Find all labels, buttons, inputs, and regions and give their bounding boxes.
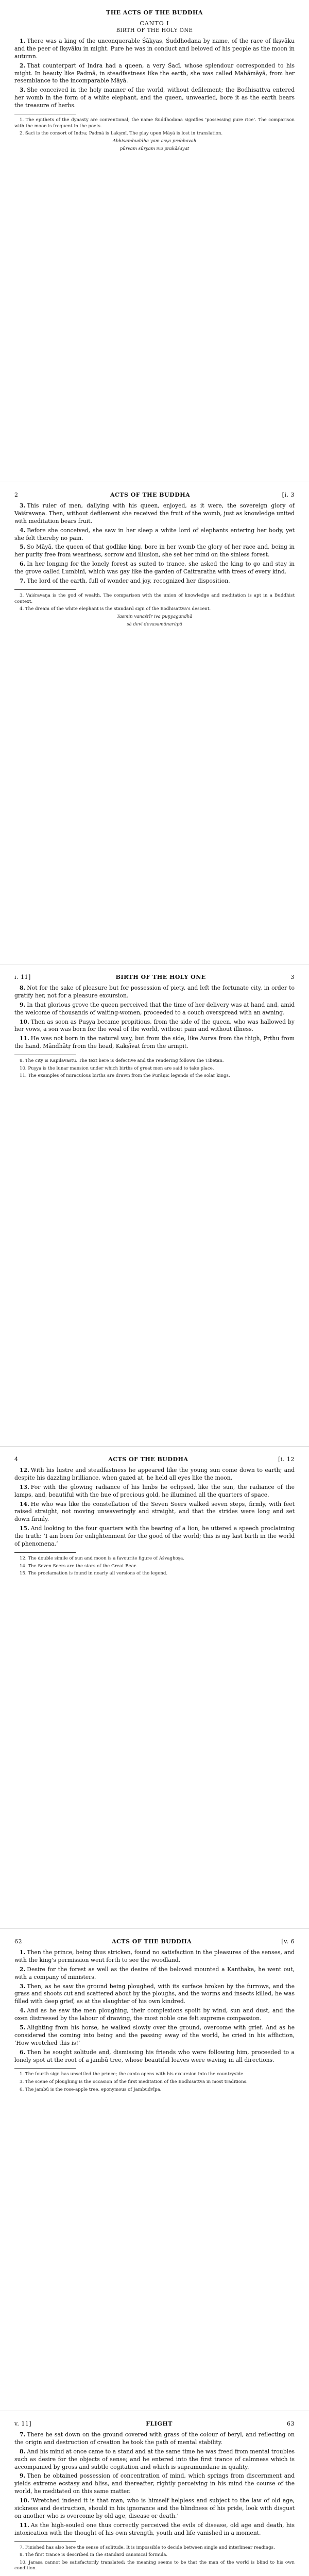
header-center: THE ACTS OF THE BUDDHA: [106, 9, 203, 16]
verse-text: ‘Wretched indeed it is that man, who is himself helpless and subject to the law of old age, sickness and destruction, should in his ignorance and the blindness of his pride, look with disgust on another who is overcome by old age, disease or death.’: [14, 2497, 295, 2519]
footnote: 10. Jarasa cannot be satisfactorily translated; the meaning seems to be that the man of the world is blind to his own condition.: [14, 2560, 295, 2571]
footnote: 1. The epithets of the dynasty are conventional; the name Śuddhodana signifies ‘possessing pure rice’. The comparison with the moon is frequent in the poets.: [14, 117, 295, 129]
footnote: 3. Vaiśravaṇa is the god of wealth. The comparison with the union of knowledge and meditation is apt in a Buddhist context.: [14, 592, 295, 604]
verse-paragraph: [14, 527, 295, 543]
verse-paragraph: [14, 985, 295, 1000]
footnote: 8. The city is Kapilavastu. The text here is defective and the rendering follows the Tibetan.: [20, 1058, 224, 1064]
header-center: ACTS OF THE BUDDHA: [108, 1456, 188, 1463]
running-header: [14, 1456, 295, 1463]
verse-number: 5.: [20, 2024, 26, 2031]
running-header: [14, 974, 295, 980]
verse-text: And as he saw the men ploughing, their complexions spoilt by wind, sun and dust, and the oxen distressed by the labour of drawing, the most noble one felt supreme compassion.: [14, 2007, 295, 2022]
verse-number: 8.: [20, 2448, 26, 2455]
verse-number: 2.: [20, 62, 26, 69]
verse-paragraph: [14, 578, 295, 585]
book-page: [0, 2411, 309, 2576]
header-right: [i. 3: [282, 492, 295, 498]
verse-number: 6.: [20, 2048, 26, 2056]
verse-number: 4.: [20, 527, 26, 534]
verse-number: 7.: [20, 2431, 26, 2438]
verse-number: 7.: [20, 578, 26, 585]
verse-paragraph: [14, 62, 295, 86]
verse-text: That counterpart of Indra had a queen, a very Śacī, whose splendour corresponded to his might. In beauty like Padmā, in steadfastness like the earth, she was called Mahāmāyā, from her resemblance to the incomparable Māyā.: [14, 62, 295, 84]
verse-text: Then, as he saw the ground being ploughed, with its surface broken by the furrows, and the grass and shoots cut and scattered about by the ploughs, and the worms and insects killed, he was filled with deep grief, as at the slaughter of his own kindred.: [14, 1982, 295, 2005]
book-page: [0, 964, 309, 1447]
verse-text: Then he obtained possession of concentration of mind, which springs from discernment and yields extreme ecstasy and bliss, and thereafter, rightly perceiving in his mind the course of the world, he meditated on this same matter.: [14, 2472, 295, 2495]
book-page: [0, 1447, 309, 1929]
running-header: [14, 492, 295, 498]
verse-text: This ruler of men, dallying with his queen, enjoyed, as it were, the sovereign glory of Vaiśravaṇa. Then, without defilement she received the fruit of the womb, just as knowledge united with meditation bears fruit.: [14, 502, 295, 524]
verse-paragraph: [14, 1035, 295, 1050]
header-left: 4: [14, 1456, 19, 1463]
verse-text: For with the glowing radiance of his limbs he eclipsed, like the sun, the radiance of the lamps, and, beautiful with the hue of precious gold, he illumined all the quarters of space.: [14, 1483, 295, 1498]
verse-number: 1.: [20, 38, 26, 44]
footnote: 7. Finished has also here the sense of solitude. It is impossible to decide between single and interlinear readings.: [20, 2545, 275, 2550]
footnote: 10. Puṣya is the lunar mansion under which births of great men are said to take place.: [20, 1065, 214, 1071]
verse-text: The lord of the earth, full of wonder and joy, recognized her disposition.: [27, 578, 230, 585]
footnote-rule: [14, 2068, 76, 2069]
verse-text: Desire for the forest as well as the desire of the beloved mounted a Kanthaka, he went out, with a company of ministers.: [14, 1965, 295, 1980]
footnote: 1. The fourth sign has unsettled the prince; the canto opens with his excursion into the countryside.: [20, 2072, 245, 2077]
verse-text: Then he sought solitude and, dismissing his friends who were following him, proceeded to a lonely spot at the root of a jambū tree, whose beautiful leaves were waving in all directions.: [14, 2048, 295, 2063]
verse-paragraph: [14, 502, 295, 526]
verse-paragraph: [14, 1983, 295, 2006]
verse-text: Before she conceived, she saw in her sleep a white lord of elephants entering her body, yet she felt thereby no pain.: [14, 527, 295, 541]
verse-number: 9.: [20, 2472, 26, 2480]
verse-paragraph: [14, 2431, 295, 2447]
verse-number: 5.: [20, 544, 26, 551]
sanskrit-verse: sā devī devasamānarūpā: [127, 622, 182, 628]
header-center: ACTS OF THE BUDDHA: [110, 492, 191, 498]
verse-number: 3.: [20, 87, 26, 94]
verse-number: 2.: [20, 1965, 26, 1973]
verse-paragraph: [14, 2472, 295, 2496]
verse-paragraph: [14, 2522, 295, 2537]
verse-paragraph: [14, 1002, 295, 1017]
verse-number: 10.: [20, 2497, 29, 2504]
footnote: 15. The proclamation is found in nearly all versions of the legend.: [20, 1571, 168, 1577]
verse-paragraph: [14, 2497, 295, 2520]
header-left: 62: [14, 1938, 22, 1945]
canto-heading: CANTO I: [140, 20, 169, 27]
footnote-rule: [14, 2541, 76, 2542]
verse-paragraph: [14, 1949, 295, 1964]
verse-text: With his lustre and steadfastness he appeared like the young sun come down to earth; and despite his dazzling brilliance, when gazed at, he held all eyes like the moon.: [14, 1467, 295, 1481]
verse-number: 12.: [20, 1467, 29, 1473]
header-right: 3: [290, 974, 295, 980]
verse-number: 15.: [20, 1525, 29, 1532]
running-header: [14, 1938, 295, 1945]
verse-paragraph: [14, 2007, 295, 2023]
verse-text: There he sat down on the ground covered with grass of the colour of beryl, and reflecting on the origin and destruction of creation he took the path of mental stability.: [14, 2431, 295, 2446]
verse-text: Then as soon as Puṣya became propitious, from the side of the queen, who was hallowed by her vows, a son was born for the weal of the world, without pain and without illness.: [14, 1018, 295, 1033]
verse-text: And looking to the four quarters with the bearing of a lion, he uttered a speech proclaiming the truth: ‘I am born for enlightenment for the good of the world; this is my last birth in the world of phenomena.’: [14, 1525, 295, 1548]
verse-paragraph: [14, 38, 295, 61]
verse-text: There was a king of the unconquerable Śākyas, Śuddhodana by name, of the race of Ikṣvāku and the peer of Ikṣvāku in might. Pure he was in conduct and beloved of his people as the moon in autumn.: [14, 38, 295, 60]
verse-number: 1.: [20, 1949, 26, 1956]
header-center: ACTS OF THE BUDDHA: [112, 1938, 192, 1945]
verse-paragraph: [14, 1525, 295, 1548]
book-page: [0, 482, 309, 964]
verse-paragraph: [14, 2024, 295, 2047]
verse-text: Alighting from his horse, he walked slowly over the ground, overcome with grief. And as he considered the coming into being and the passing away of the world, he cried in his affliction, ‘How wretched this is!’: [14, 2024, 295, 2046]
footnote: 11. The examples of miraculous births are drawn from the Purāṇic legends of the solar kings.: [20, 1073, 230, 1079]
header-right: [i. 12: [278, 1456, 295, 1463]
book-page: [0, 0, 309, 482]
verse-paragraph: [14, 1966, 295, 1981]
verse-number: 9.: [20, 1001, 26, 1008]
footnote: 6. The jambū is the rose-apple tree, eponymous of Jambudvīpa.: [20, 2087, 162, 2092]
header-center: FLIGHT: [146, 2420, 173, 2427]
footnote: 3. The scene of ploughing is the occasion of the first meditation of the Bodhisattva in most traditions.: [20, 2079, 248, 2085]
verse-paragraph: [14, 1501, 295, 1524]
sanskrit-verse: Abhisambuddha yam asya prabhavah: [112, 138, 197, 144]
sanskrit-verse: Tasmin vanaśrīr iva puṇyagandhā: [116, 614, 193, 619]
verse-paragraph: [14, 544, 295, 559]
verse-number: 13.: [20, 1483, 29, 1490]
verse-text: So Māyā, the queen of that godlike king, bore in her womb the glory of her race and, being in her purity free from weariness, sorrow and illusion, she set her mind on the sinless forest.: [14, 544, 295, 558]
footnote: 2. Śacī is the consort of Indra; Padmā is Lakṣmī. The play upon Māyā is lost in translation.: [20, 131, 223, 137]
header-right: [v. 6: [281, 1938, 295, 1945]
verse-number: 11.: [20, 2521, 29, 2529]
header-left: v. 11]: [14, 2420, 32, 2427]
header-left: i. 11]: [14, 974, 31, 980]
verse-text: He who was like the constellation of the Seven Seers walked seven steps, firmly, with feet raised straight, not moving unwaveringly and straight, and that the strides were long and set down firmly.: [14, 1500, 295, 1523]
footnote: 12. The double simile of sun and moon is a favourite figure of Aśvaghoṣa.: [20, 1555, 184, 1561]
verse-number: 14.: [20, 1500, 29, 1507]
footnote-rule: [14, 1552, 76, 1553]
chapter-title: BIRTH OF THE HOLY ONE: [116, 28, 193, 33]
footnote: 14. The Seven Seers are the stars of the Great Bear.: [20, 1563, 137, 1569]
running-header: [14, 9, 295, 16]
verse-text: Then the prince, being thus stricken, found no satisfaction in the pleasures of the senses, and with the king's permission went forth to see the woodland.: [14, 1949, 295, 1963]
verse-paragraph: [14, 1484, 295, 1499]
verse-paragraph: [14, 87, 295, 110]
book-page: [0, 1929, 309, 2411]
verse-number: 10.: [20, 1018, 29, 1025]
verse-text: As the high-souled one thus correctly perceived the evils of disease, old age and death, his intoxication with the thought of his own strength, youth and life vanished in a moment.: [14, 2521, 295, 2536]
verse-number: 4.: [20, 2007, 26, 2014]
verse-number: 3.: [20, 1982, 26, 1990]
header-left: 2: [14, 492, 19, 498]
footnote: 4. The dream of the white elephant is the standard sign of the Bodhisattva's descent.: [20, 606, 211, 612]
footnote: 8. The first trance is described in the standard canonical formula.: [20, 2552, 168, 2558]
verse-paragraph: [14, 561, 295, 576]
verse-number: 11.: [20, 1035, 29, 1042]
verse-text: In her longing for the lonely forest as suited to trance, she asked the king to go and stay in the grove called Lumbinī, which was gay like the garden of Caitraratha with trees of every kind.: [14, 561, 295, 575]
verse-text: She conceived in the holy manner of the world, without defilement; the Bodhisattva entered her womb in the form of a white elephant, and the queen, unwearied, bore it as the earth bears the treasure of herbs.: [14, 87, 295, 109]
verse-paragraph: [14, 1019, 295, 1034]
verse-number: 3.: [20, 502, 26, 509]
verse-text: He was not born in the natural way, but from the side, like Aurva from the thigh, Pṛthu from the hand, Māndhātṛ from the head, Kakṣīvat from the armpit.: [14, 1035, 295, 1050]
verse-paragraph: [14, 2049, 295, 2064]
verse-paragraph: [14, 2448, 295, 2471]
verse-paragraph: [14, 1467, 295, 1482]
verse-number: 8.: [20, 985, 26, 991]
verse-text: And his mind at once came to a stand and at the same time he was freed from mental troubles such as desire for the objects of sense; and he entered into the first trance of calmness which is accompanied by gross and subtle cogitation and which is supramundane in quality.: [14, 2448, 295, 2470]
header-right: 63: [287, 2420, 295, 2427]
verse-text: Not for the sake of pleasure but for possession of piety, and left the fortunate city, in order to gratify her, not for a pleasure excursion.: [14, 985, 295, 999]
verse-number: 6.: [20, 561, 26, 568]
verse-text: In that glorious grove the queen perceived that the time of her delivery was at hand and, amid the welcome of thousands of waiting-women, proceeded to a couch overspread with an awning.: [14, 1001, 295, 1016]
footnote-rule: [14, 589, 76, 590]
header-center: BIRTH OF THE HOLY ONE: [115, 974, 206, 980]
sanskrit-verse: pūrvam sūryam iva prakāśayat: [119, 146, 190, 152]
running-header: [14, 2420, 295, 2427]
